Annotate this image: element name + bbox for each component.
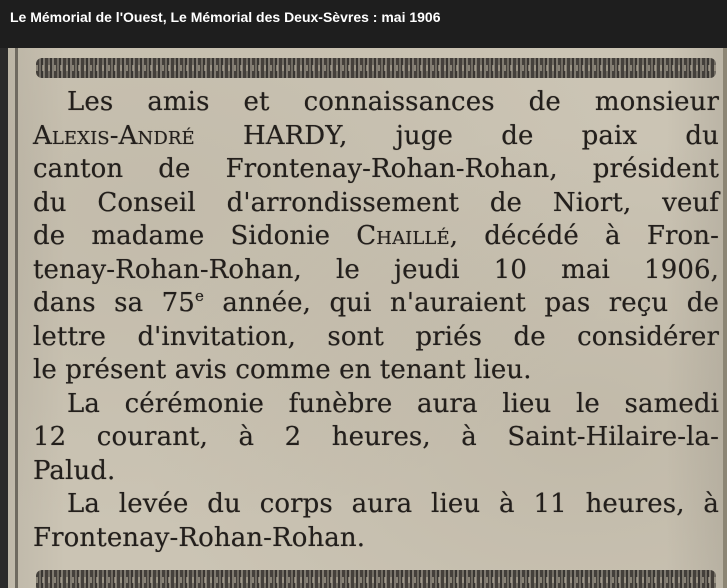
notice-line: La cérémonie funèbre aura lieu le samedi bbox=[67, 388, 719, 419]
obituary-notice bbox=[33, 86, 719, 555]
notice-line: le présent avis comme en tenant lieu. bbox=[33, 355, 532, 385]
notice-line: canton de Frontenay-Rohan-Rohan, président bbox=[33, 154, 719, 184]
notice-line: 12 courant, à 2 heures, à Saint-Hilaire-la- bbox=[33, 422, 719, 452]
top-ornamental-rule bbox=[36, 58, 716, 78]
window-title: Le Mémorial de l'Ouest, Le Mémorial des Deux-Sèvres : mai 1906 bbox=[0, 0, 727, 48]
notice-line: Alexis-André HARDY, juge de paix du bbox=[33, 120, 719, 151]
column-rule bbox=[15, 48, 18, 588]
notice-line: tenay-Rohan-Rohan, le jeudi 10 mai 1906, bbox=[33, 254, 719, 285]
notice-line: lettre d'invitation, sont priés de considérer bbox=[33, 321, 719, 352]
notice-line: dans sa 75e année, qui n'auraient pas reçu de bbox=[33, 287, 719, 318]
notice-line: de madame Sidonie Chaillé, décédé à Fron- bbox=[33, 221, 719, 251]
first-name: Alexis-André bbox=[33, 120, 195, 151]
surname: HARDY bbox=[242, 120, 340, 151]
notice-line: Palud. bbox=[33, 455, 116, 486]
paper-right-edge bbox=[723, 48, 727, 588]
surname-chaille: Chaillé bbox=[356, 221, 450, 251]
notice-line: Les amis et connaissances de monsieur bbox=[67, 87, 719, 117]
newspaper-clipping bbox=[8, 48, 723, 588]
notice-line: La levée du corps aura lieu à 11 heures, à bbox=[67, 489, 719, 519]
paper-left-margin bbox=[0, 48, 8, 588]
notice-line: Frontenay-Rohan-Rohan. bbox=[33, 522, 366, 553]
bottom-ornamental-rule bbox=[36, 570, 716, 588]
notice-line: du Conseil d'arrondissement de Niort, veuf bbox=[33, 187, 719, 218]
